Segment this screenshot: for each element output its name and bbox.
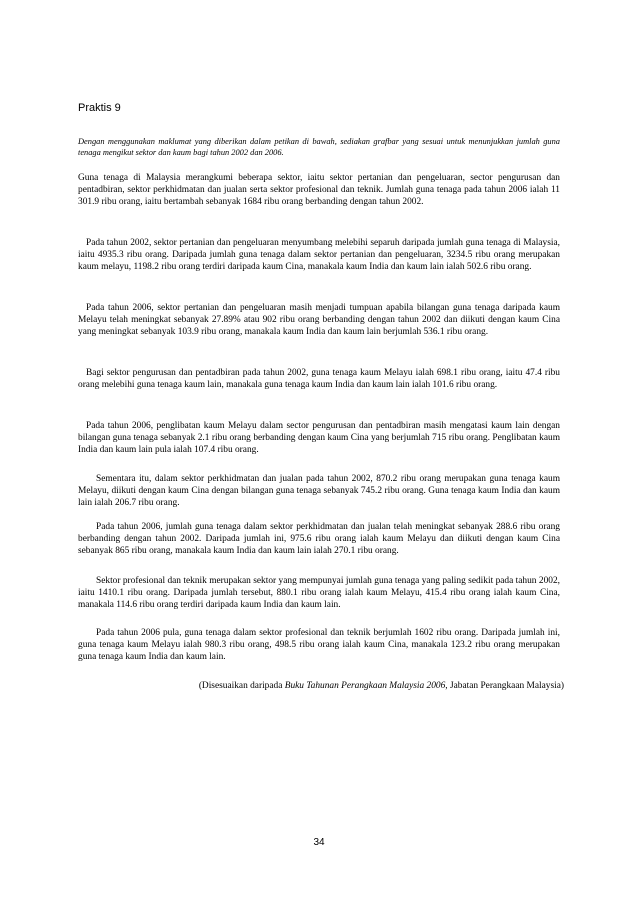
instruction-text: Dengan menggunakan maklumat yang diberikan dalam petikan di bawah, sediakan grafbar yang sesuai untuk menunjukkan jumlah guna tenaga mengikut sektor dan kaum bagi tahun 2002 dan 2006. [78, 137, 560, 157]
page-number: 34 [313, 837, 325, 848]
paragraph-9: Pada tahun 2006 pula, guna tenaga dalam sektor profesional dan teknik berjumlah 1602 ribu orang. Daripada jumlah ini, guna tenaga kaum Melayu ialah 980.3 ribu orang, 498.5 ribu orang ialah kaum Cina, manakala 123.2 ribu orang merupakan guna tenaga kaum India dan kaum lain. [78, 628, 560, 663]
paragraph-2: Pada tahun 2002, sektor pertanian dan pengeluaran menyumbang melebihi separuh daripada jumlah guna tenaga di Malaysia, iaitu 4935.3 ribu orang. Daripada jumlah guna tenaga dalam sektor pertanian dan pengeluaran, 3234.5 ribu orang merupakan kaum melayu, 1198.2 ribu orang terdiri daripada kaum Cina, manakala kaum India dan kaum lain ialah 502.6 ribu orang. [78, 238, 560, 273]
paragraph-3: Pada tahun 2006, sektor pertanian dan pengeluaran masih menjadi tumpuan apabila bilangan guna tenaga daripada kaum Melayu telah meningkat sebanyak 27.89% atau 902 ribu orang berbanding dengan tahun 2002 dan diikuti dengan kaum Cina yang meningkat sebanyak 103.9 ribu orang, manakala kaum India dan kaum lain berjumlah 536.1 ribu orang. [78, 303, 560, 338]
source-book-title: Buku Tahunan Perangkaan Malaysia 2006 [284, 681, 446, 691]
paragraph-1: Guna tenaga di Malaysia merangkumi beberapa sektor, iaitu sektor pertanian dan pengeluaran, sector pengurusan dan pentadbiran, sektor perkhidmatan dan jualan serta sektor profesional dan teknik. Jumlah guna tenaga pada tahun 2006 ialah 11 301.9 ribu orang, iaitu bertambah sebanyak 1684 ribu orang berbanding dengan tahun 2002. [78, 173, 560, 208]
paragraph-7: Pada tahun 2006, jumlah guna tenaga dalam sektor perkhidmatan dan jualan telah meningkat sebanyak 288.6 ribu orang berbanding dengan tahun 2002. Daripada jumlah ini, 975.6 ribu orang ialah kaum Melayu dan diikuti dengan kaum Cina sebanyak 865 ribu orang, manakala kaum India dan kaum lain ialah 270.1 ribu orang. [78, 522, 560, 557]
exercise-heading: Praktis 9 [78, 102, 121, 114]
source-suffix: , Jabatan Perangkaan Malaysia) [445, 681, 564, 691]
paragraph-5: Pada tahun 2006, penglibatan kaum Melayu dalam sector pengurusan dan pentadbiran masih mengatasi kaum lain dengan bilangan guna tenaga sebanyak 2.1 ribu orang berbanding dengan kaum Cina yang berjumlah 715 ribu orang. Penglibatan kaum India dan kaum lain pula ialah 107.4 ribu orang. [78, 421, 560, 456]
paragraph-8: Sektor profesional dan teknik merupakan sektor yang mempunyai jumlah guna tenaga yang paling sedikit pada tahun 2002, iaitu 1410.1 ribu orang. Daripada jumlah tersebut, 880.1 ribu orang ialah kaum Melayu, 415.4 ribu orang ialah kaum Cina, manakala 114.6 ribu orang terdiri daripada kaum India dan kaum lain. [78, 576, 560, 611]
paragraph-4: Bagi sektor pengurusan dan pentadbiran pada tahun 2002, guna tenaga kaum Melayu ialah 698.1 ribu orang, iaitu 47.4 ribu orang melebihi guna tenaga kaum lain, manakala guna tenaga kaum India dan kaum lain ialah 101.6 ribu orang. [78, 368, 560, 391]
source-prefix: (Disesuaikan daripada [198, 681, 285, 691]
source-citation [78, 680, 564, 692]
paragraph-6: Sementara itu, dalam sektor perkhidmatan dan jualan pada tahun 2002, 870.2 ribu orang merupakan guna tenaga kaum Melayu, diikuti dengan kaum Cina dengan bilangan guna tenaga sebanyak 745.2 ribu orang. Guna tenaga kaum India dan kaum lain ialah 206.7 ribu orang. [78, 474, 560, 509]
